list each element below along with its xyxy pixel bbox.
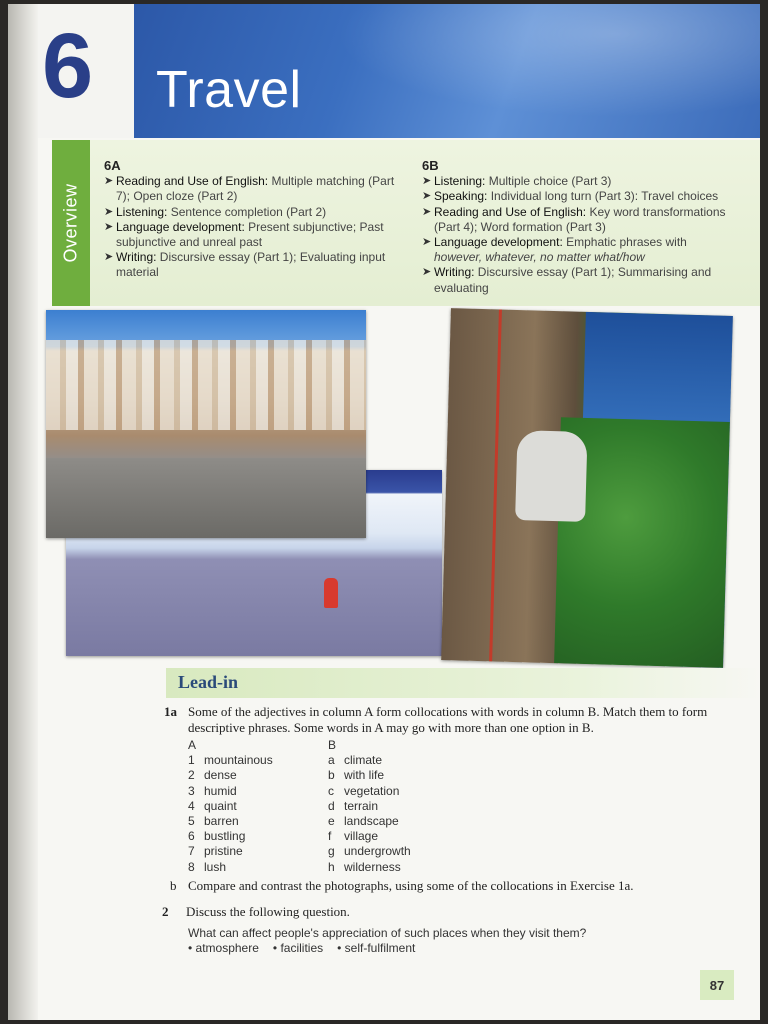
list-item — [188, 768, 328, 783]
exercise-1b — [170, 878, 750, 896]
overview-item-value: Multiple choice (Part 3) — [488, 174, 612, 189]
bullet-item: • self-fulfilment — [337, 941, 416, 956]
overview-item — [422, 189, 732, 204]
overview-heading: 6B — [422, 158, 439, 173]
item-word: quaint — [204, 798, 237, 813]
overview-item-key: Listening: — [116, 204, 168, 219]
unit-title-banner — [134, 4, 760, 138]
exercise-instruction: Compare and contrast the photographs, using some of the collocations in Exercise 1a. — [188, 878, 634, 893]
exercise-instruction: Some of the adjectives in column A form collocations with words in column B. Match them to form descriptive phrases. Some words in A may go with more than one option in B. — [188, 704, 708, 735]
harbour-town-photo — [46, 310, 366, 538]
item-word: bustling — [204, 829, 246, 844]
list-item — [328, 844, 488, 859]
list-item — [188, 799, 328, 814]
item-word: pristine — [204, 844, 243, 859]
overview-item — [104, 220, 400, 250]
overview-item — [104, 250, 400, 280]
overview-item-key: Reading and Use of English: — [434, 204, 587, 219]
item-letter: c — [328, 783, 334, 798]
lead-in-heading: Lead-in — [178, 672, 239, 692]
climbing-rope — [489, 309, 502, 661]
exercise-1a — [164, 704, 744, 738]
overview-item — [422, 265, 732, 295]
exercise-instruction: Discuss the following question. — [186, 904, 350, 919]
arrow-icon: ➤ — [422, 266, 432, 279]
arrow-icon: ➤ — [104, 175, 114, 188]
exercise-2 — [162, 904, 742, 922]
overview-label: Overview — [60, 183, 81, 263]
overview-item-key: Language development: — [116, 219, 245, 234]
item-word: wilderness — [344, 859, 401, 874]
overview-item-value: Key word transformations (Part 4); Word formation (Part 3) — [434, 204, 726, 234]
overview-heading: 6A — [104, 158, 121, 173]
overview-item — [422, 205, 732, 235]
textbook-page — [8, 4, 760, 1020]
climber-figure — [515, 430, 587, 522]
overview-item-key: Listening: — [434, 174, 486, 189]
item-number: 5 — [188, 814, 195, 829]
overview-item — [422, 174, 732, 189]
item-number: 8 — [188, 859, 195, 874]
item-number: 3 — [188, 783, 195, 798]
arrow-icon: ➤ — [104, 251, 114, 264]
item-number: 4 — [188, 798, 195, 813]
overview-item — [104, 174, 400, 204]
arrow-icon: ➤ — [422, 236, 432, 249]
overview-item-value: Sentence completion (Part 2) — [170, 204, 327, 219]
item-word: barren — [204, 814, 239, 829]
discussion-question: What can affect people's appreciation of such places when they visit them? — [188, 926, 587, 940]
list-item — [328, 768, 488, 783]
item-number: 2 — [188, 768, 195, 783]
overview-box — [90, 140, 760, 306]
column-b — [328, 738, 488, 875]
column-a — [188, 738, 328, 875]
exercise-number: 2 — [162, 904, 169, 919]
item-word: humid — [204, 783, 237, 798]
overview-item — [422, 235, 732, 265]
arrow-icon: ➤ — [422, 205, 432, 218]
item-number: 7 — [188, 844, 195, 859]
hillside-houses — [46, 340, 366, 430]
exercise-2-question — [188, 926, 688, 956]
overview-item-value: Individual long turn (Part 3): Travel choices — [490, 189, 719, 204]
arrow-icon: ➤ — [104, 205, 114, 218]
overview-label-strip — [52, 140, 90, 306]
overview-column-6b — [422, 158, 732, 296]
overview-item-value: Emphatic phrases with — [566, 235, 687, 250]
hiker-figure — [324, 578, 338, 608]
overview-item-italic: however, whatever, no matter what/how — [434, 250, 645, 265]
unit-title: Travel — [156, 61, 302, 119]
column-header: A — [188, 738, 197, 752]
item-word: undergrowth — [344, 844, 411, 859]
list-item — [188, 844, 328, 859]
page-number: 87 — [700, 970, 734, 1000]
rock-climber-photo — [441, 308, 733, 668]
bullet-item: • atmosphere — [188, 941, 259, 956]
list-item — [188, 829, 328, 844]
arrow-icon: ➤ — [104, 220, 114, 233]
item-word: mountainous — [204, 753, 273, 768]
list-item — [328, 814, 488, 829]
item-letter: f — [328, 829, 332, 844]
overview-item-value: Discursive essay (Part 1); Summarising and evaluating — [434, 265, 712, 295]
list-item — [188, 860, 328, 875]
overview-item-key: Writing: — [434, 265, 475, 280]
item-letter: e — [328, 814, 335, 829]
harbour-square — [46, 458, 366, 538]
banner-decoration — [314, 4, 760, 124]
unit-number-box — [38, 4, 134, 138]
item-letter: g — [328, 844, 335, 859]
item-word: landscape — [344, 814, 399, 829]
item-number: 1 — [188, 753, 195, 768]
item-letter: h — [328, 859, 335, 874]
overview-item-key: Speaking: — [434, 189, 488, 204]
list-item — [328, 784, 488, 799]
item-word: lush — [204, 859, 227, 874]
list-item — [328, 829, 488, 844]
list-item — [328, 799, 488, 814]
arrow-icon: ➤ — [422, 175, 432, 188]
overview-item-value: Discursive essay (Part 1); Evaluating input material — [116, 250, 386, 280]
item-number: 6 — [188, 829, 195, 844]
item-word: with life — [344, 768, 385, 783]
list-item — [188, 814, 328, 829]
list-item — [188, 784, 328, 799]
lead-in-heading-bar — [166, 668, 760, 698]
prompt-bullets — [188, 941, 688, 956]
arrow-icon: ➤ — [422, 190, 432, 203]
bullet-item: • facilities — [272, 941, 324, 956]
item-word: climate — [344, 753, 383, 768]
overview-column-6a — [104, 158, 400, 281]
item-word: dense — [204, 768, 237, 783]
unit-number: 6 — [42, 15, 94, 117]
overview-item-value: Present subjunctive; Past subjunctive and unreal past — [116, 219, 384, 250]
list-item — [328, 753, 488, 768]
overview-item — [104, 205, 400, 220]
overview-item-key: Language development: — [434, 235, 563, 250]
item-word: vegetation — [344, 783, 400, 798]
item-word: terrain — [344, 798, 379, 813]
overview-item-value: Multiple matching (Part 7); Open cloze (Part 2) — [116, 174, 395, 204]
book-gutter — [8, 4, 38, 1020]
overview-item-key: Reading and Use of English: — [116, 174, 269, 189]
list-item — [188, 753, 328, 768]
item-letter: b — [328, 768, 335, 783]
item-letter: a — [328, 753, 335, 768]
exercise-number: b — [170, 878, 177, 893]
overview-item-key: Writing: — [116, 250, 157, 265]
exercise-number: 1a — [164, 704, 177, 719]
list-item — [328, 860, 488, 875]
item-word: village — [344, 829, 379, 844]
column-header: B — [328, 738, 337, 752]
item-letter: d — [328, 798, 335, 813]
